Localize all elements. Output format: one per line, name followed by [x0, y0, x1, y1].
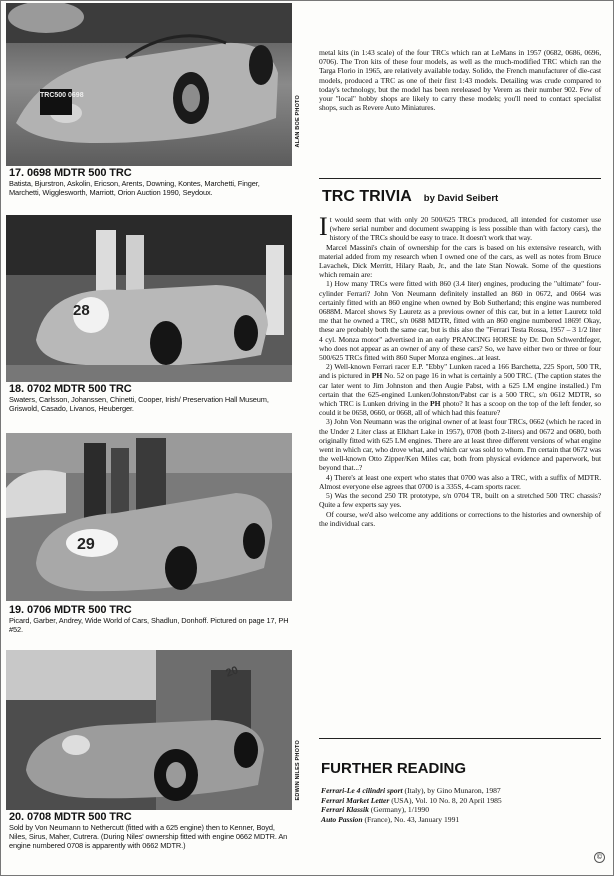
- reading-item: [321, 786, 603, 796]
- trivia-question-4: 4) There's at least one expert who states that 0700 was also a TRC, with a suffix of MDTR. Almost everyone else agrees that 0700 is a 335S, 4-cam sports racer.: [319, 472, 601, 491]
- photo-credit: ALAN BOE PHOTO: [295, 95, 301, 148]
- reading-detail: (Germany), 1/1990: [368, 805, 430, 814]
- paragraph-text: 2) Well-known Ferrari racer E.P. "Ebby" Lunken raced a 166 Barchetta, 225 Sport, 500 TR, and is pictured in: [319, 362, 601, 381]
- caption-text: Picard, Garber, Andrey, Wide World of Cars, Shadlun, Donhoff. Pictured on page 17, PH #52.: [9, 616, 289, 634]
- reading-title: Auto Passion: [321, 814, 363, 824]
- reading-item: [321, 796, 603, 806]
- reading-item: [321, 815, 603, 825]
- caption-text: Batista, Bjurstron, Askolin, Ericson, Arents, Downing, Kontes, Marchetti, Finger, Marchetti, Wigglesworth, Marriott, Orion Auction 1990, Seydoux.: [9, 179, 260, 197]
- photo-0702: [6, 215, 292, 382]
- caption-title: 18. 0702 MDTR 500 TRC: [9, 383, 132, 395]
- license-plate: TRC500 0698: [40, 92, 84, 99]
- caption-title: 17. 0698 MDTR 500 TRC: [9, 167, 132, 179]
- paragraph-text: by Dr. Don Schwerdtfeger, who does not appear as an owner of any of these cars? So, we have either two or three or four 500/625 TRCs fitted with 860 Super Monza engines...at least.: [319, 334, 601, 363]
- trivia-paragraph-1: [319, 212, 601, 243]
- section-divider: [319, 738, 601, 739]
- copyright-mark: ©: [594, 852, 605, 863]
- caption-text: Sold by Von Neumann to Nethercutt (fitted with a 625 engine) then to Kenner, Boyd, Niles, Sirus, Maher, Cutrera. (During Niles' ownership fitted with engine 0662 MDTR. An engine numbered 0708 is apparently with 0662 MDTR.): [9, 823, 288, 850]
- trivia-heading: [322, 188, 498, 206]
- trivia-question-2: [319, 362, 601, 417]
- trivia-question-3: 3) John Von Neumann was the original owner of at least four TRCs, 0662 (which he raced in the Under 2 Liter class at Elkhart Lake in 1957), 0708 (both 2-liters) and 0672 and 0680, both originally fitted with 625 LM engines. There are at least three different versions of what engine went in which car, who drove what, and which car was sold to whom. I'm certain that 0672 was the well-known Otto Zipper/Ken Miles car, both from physical evidence and paperwork, but beyond that...?: [319, 417, 601, 473]
- trivia-byline: by David Seibert: [423, 193, 499, 204]
- caption-text: Swaters, Carlsson, Johanssen, Chinetti, Cooper, Irish/ Preservation Hall Museum, Griswold, Casado, Livanos, Heuberger.: [9, 395, 269, 413]
- photo-credit: EDWIN NILES PHOTO: [295, 740, 301, 801]
- dropcap: I: [319, 212, 328, 241]
- paragraph-text: No. 52 on page 16 in what is certainly a 500 TRC. (The caption states the car later went to Jim Johnston and then Augie Pabst, with a 625 LM engine installed.) I'm certain that the 625-engined Lunken/Johnston/Pabst car is a 500 TRC, s/n 0612 MDTR, so which TRC is Lunken driving in the: [319, 371, 601, 409]
- race-number: 29: [77, 536, 95, 553]
- caption-20: [9, 811, 292, 850]
- reading-title: Ferrari-Le 4 cilindri sport: [321, 786, 403, 795]
- reading-title: Ferrari Klassik: [321, 805, 369, 814]
- intro-text: [319, 48, 601, 112]
- magazine-abbrev: PH: [430, 399, 441, 409]
- photo-0708: [6, 650, 292, 810]
- trivia-paragraph-2: Marcel Massini's chain of ownership for the cars is based on his extensive research, with material added from my research when I owned one of the cars, as well as notes from Bruce Lavachek, Dick Merritt, Hilary Raab, Jr., and the late Stan Nowak. Some of the questions which remain are:: [319, 242, 601, 280]
- further-reading-list: [321, 786, 603, 824]
- trivia-question-5: 5) Was the second 250 TR prototype, s/n 0704 TR, built on a stretched 500 TRC chassis? Quite a few experts say yes.: [319, 491, 601, 510]
- section-divider: [319, 178, 601, 179]
- reading-detail: (France), No. 43, January 1991: [362, 814, 460, 824]
- trivia-body: [319, 212, 601, 528]
- magazine-name: PRANCING HORSE: [452, 334, 518, 344]
- paragraph-text: 1) How many TRCs were fitted with 860 (3.4 liter) engines, producing the "ultimate" four-cylinder Ferrari? John Von Neumann definitely installed an 860 in 0672, and 0664 was certainly fitted with an 860 engine when owned by Bob Sutherland; this engine was numbered 0688M. Marcel shows Sy Lauretz as a previous owner of this car, but in a letter Lauretz told me that he owned a TRC, s/n 0688 MDTR, fitted with an 860 engine numbered 1869! Okay, these are probably both the same car, but is this also the "Ferrari Testa Rossa, 1957 – 3 1/2 liter 4 cyl. Monza motor" advertised in an early: [319, 279, 601, 344]
- race-number: 28: [73, 302, 90, 319]
- photo-0706: [6, 433, 292, 601]
- trivia-question-1: [319, 279, 601, 362]
- caption-title: 19. 0706 MDTR 500 TRC: [9, 604, 132, 616]
- intro-paragraph: metal kits (in 1:43 scale) of the four TRCs which ran at LeMans in 1957 (0682, 0686, 0696, 0706). The Tron kits of these four models, as well as the much-modified TRC which ran the Targa Florio in 1965, are relatively available today. Solido, the French manufacturer of die-cast models, produced a TRC as one of their first 1:43 models. Detailing was crude compared to today's technology, but the model has been rereleased by Verem as their number 902. Few of your "local" hobby shops are likely to carry these models; you'll need to contact specialist shops, such as Revere Auto Miniatures.: [319, 48, 601, 113]
- paragraph-text: t would seem that with only 20 500/625 TRCs produced, all intended for customer use (where serial number and document swapping is less possible than with factory cars), the history of the TRCs should be easy to trace. It doesn't work that way.: [329, 215, 601, 243]
- trivia-closing: Of course, we'd also welcome any additions or corrections to the histories and ownership of the individual cars.: [319, 509, 601, 528]
- reading-title: Ferrari Market Letter: [321, 795, 390, 805]
- reading-item: [321, 805, 603, 815]
- paragraph-text: photo? It has a scoop on the top of the left fender, so could it be 0658, 0660, or 0668, all of which had this feature?: [319, 399, 601, 418]
- trivia-title: TRC TRIVIA: [322, 188, 412, 205]
- caption-19: [9, 604, 292, 634]
- further-reading-heading: FURTHER READING: [321, 760, 466, 777]
- caption-18: [9, 383, 292, 413]
- photo-0698: [6, 3, 292, 166]
- caption-17: [9, 167, 292, 197]
- race-number: 20: [224, 664, 240, 680]
- magazine-abbrev: PH: [371, 371, 383, 381]
- reading-detail: (USA), Vol. 10 No. 8, 20 April 1985: [389, 795, 502, 805]
- reading-detail: (Italy), by Gino Munaron, 1987: [402, 786, 501, 795]
- caption-title: 20. 0708 MDTR 500 TRC: [9, 811, 132, 823]
